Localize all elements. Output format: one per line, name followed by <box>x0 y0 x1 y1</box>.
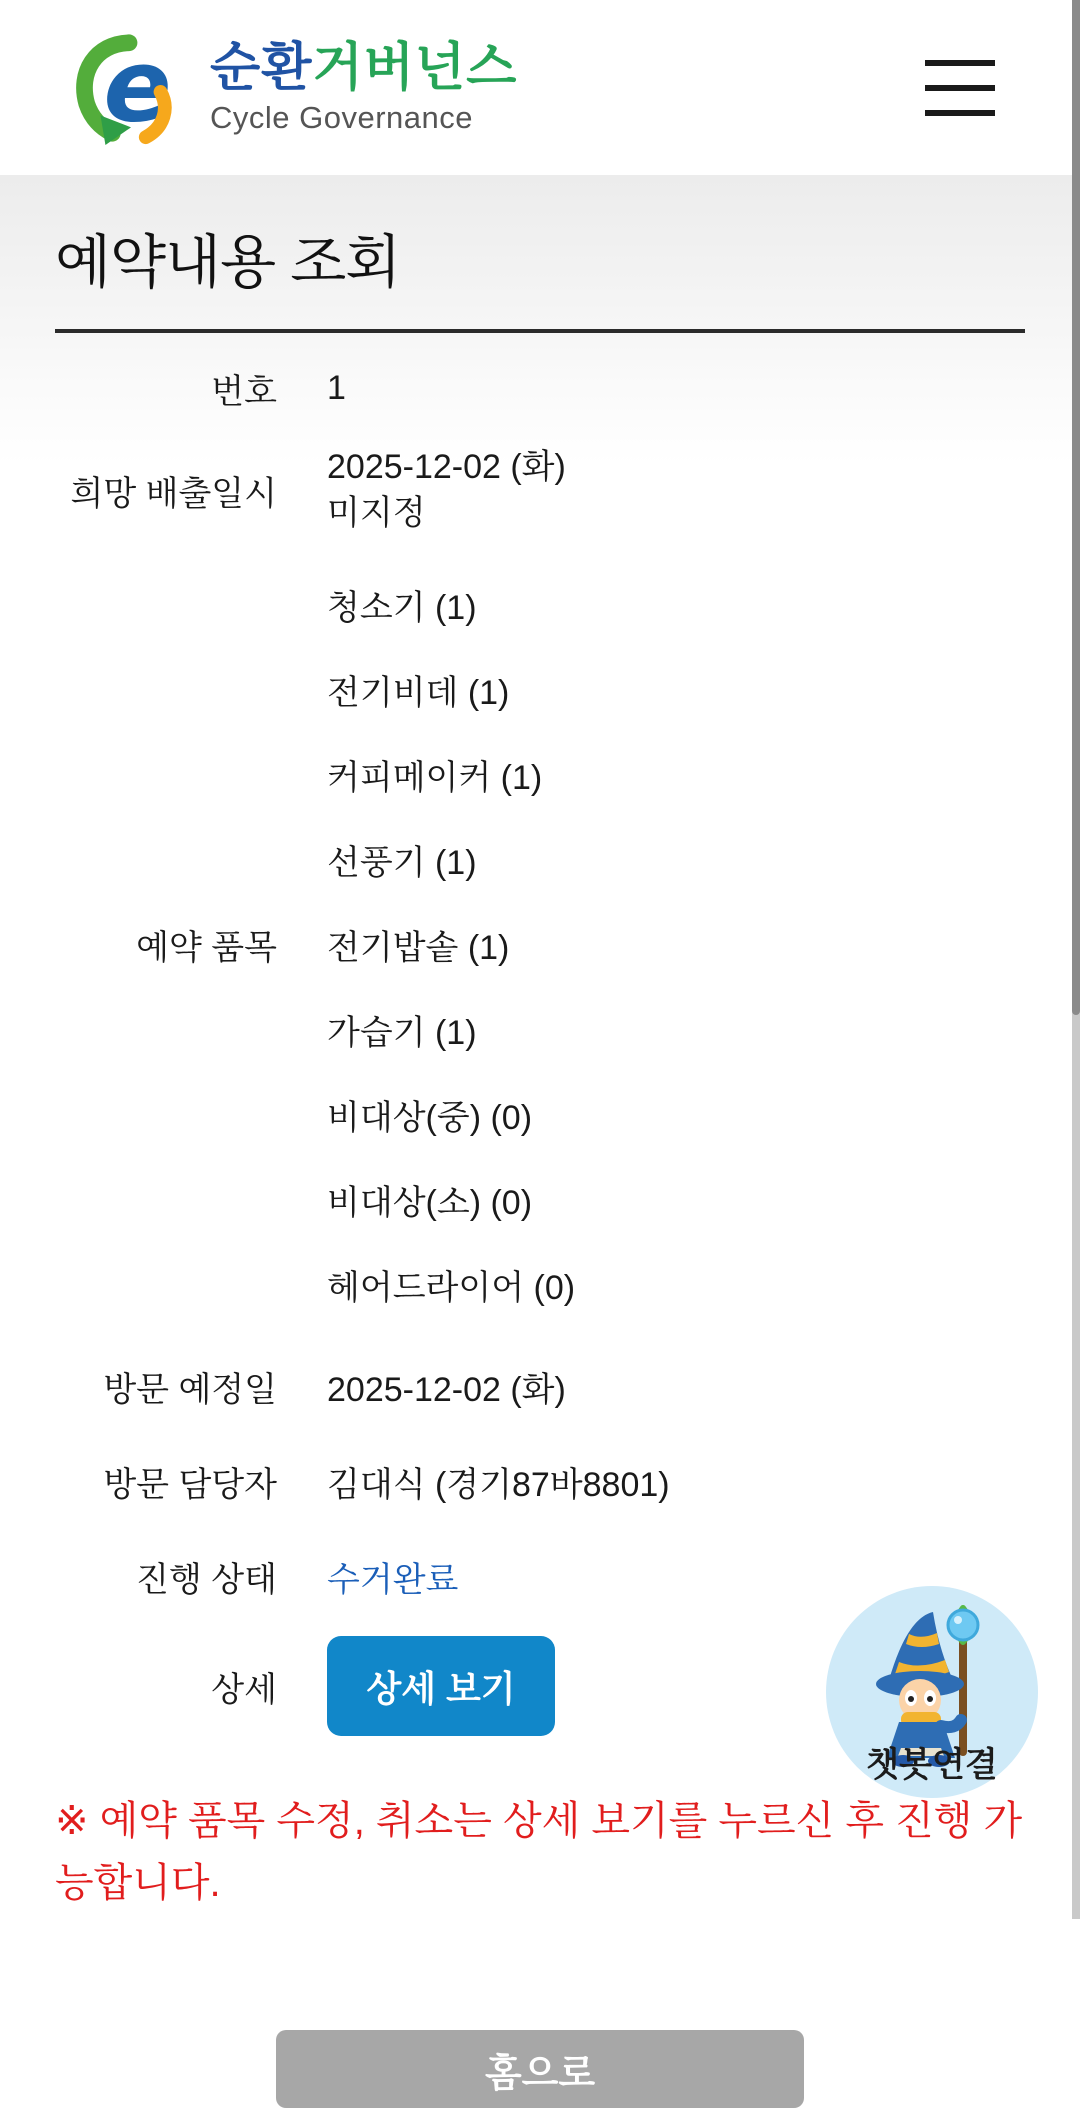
logo[interactable] <box>70 29 517 147</box>
list-item: 전기비데 (1) <box>327 674 510 712</box>
field-label-status: 진행 상태 <box>136 1561 277 1599</box>
notice-text: ※ 예약 품목 수정, 취소는 상세 보기를 누르신 후 진행 가능합니다. <box>55 1799 1023 1905</box>
page-title: 예약내용 조회 <box>55 230 401 295</box>
logo-korean-title <box>210 38 518 97</box>
field-row-items <box>55 550 1025 1339</box>
logo-korean-blue: 순환 <box>210 38 313 97</box>
detail-view-button[interactable]: 상세 보기 <box>327 1636 555 1736</box>
logo-english-subtitle: Cycle Governance <box>210 99 474 135</box>
scrollbar-thumb[interactable] <box>1072 0 1080 1015</box>
list-item: 전기밥솥 (1) <box>327 929 510 967</box>
logo-recycle-e-icon <box>70 29 192 147</box>
app-header <box>0 0 1080 175</box>
field-row-number <box>55 347 1025 430</box>
reserved-items-list <box>327 562 1025 1327</box>
svg-text:e: e <box>103 28 172 144</box>
field-value-visit-staff: 김대식 (경기87바8801) <box>327 1466 670 1504</box>
list-item: 비대상(소) (0) <box>327 1184 533 1222</box>
field-value-desired-date <box>327 444 1025 536</box>
field-row-visit-staff <box>55 1434 1025 1529</box>
desired-date-line2: 미지정 <box>327 494 426 532</box>
field-label-visit-staff: 방문 담당자 <box>103 1466 277 1504</box>
menu-button[interactable] <box>925 60 995 116</box>
chatbot-button[interactable] <box>826 1586 1038 1798</box>
logo-text <box>210 38 518 135</box>
field-label-detail: 상세 <box>211 1670 277 1709</box>
field-row-desired-date <box>55 430 1025 550</box>
field-label-items: 예약 품목 <box>136 929 277 967</box>
home-button[interactable]: 홈으로 <box>276 2030 804 2108</box>
list-item: 헤어드라이어 (0) <box>327 1269 576 1307</box>
list-item: 청소기 (1) <box>327 589 477 627</box>
field-label-visit-date: 방문 예정일 <box>103 1371 277 1409</box>
title-divider <box>55 329 1025 333</box>
status-link[interactable]: 수거완료 <box>327 1561 459 1599</box>
chatbot-label: 챗봇연결 <box>866 1746 998 1784</box>
list-item: 선풍기 (1) <box>327 844 477 882</box>
field-label-desired-date: 희망 배출일시 <box>70 474 277 513</box>
list-item: 비대상(중) (0) <box>327 1099 533 1137</box>
logo-korean-green: 거버넌스 <box>312 38 518 97</box>
field-row-visit-date <box>55 1339 1025 1434</box>
field-value-visit-date: 2025-12-02 (화) <box>327 1371 566 1409</box>
scrollbar-track[interactable] <box>1072 0 1080 1919</box>
field-label-number: 번호 <box>211 373 277 411</box>
desired-date-line1: 2025-12-02 (화) <box>327 448 566 486</box>
list-item: 커피메이커 (1) <box>327 759 543 797</box>
content-area <box>0 175 1080 2108</box>
field-value-number: 1 <box>327 369 346 407</box>
hamburger-icon <box>925 60 995 66</box>
list-item: 가습기 (1) <box>327 1014 477 1052</box>
